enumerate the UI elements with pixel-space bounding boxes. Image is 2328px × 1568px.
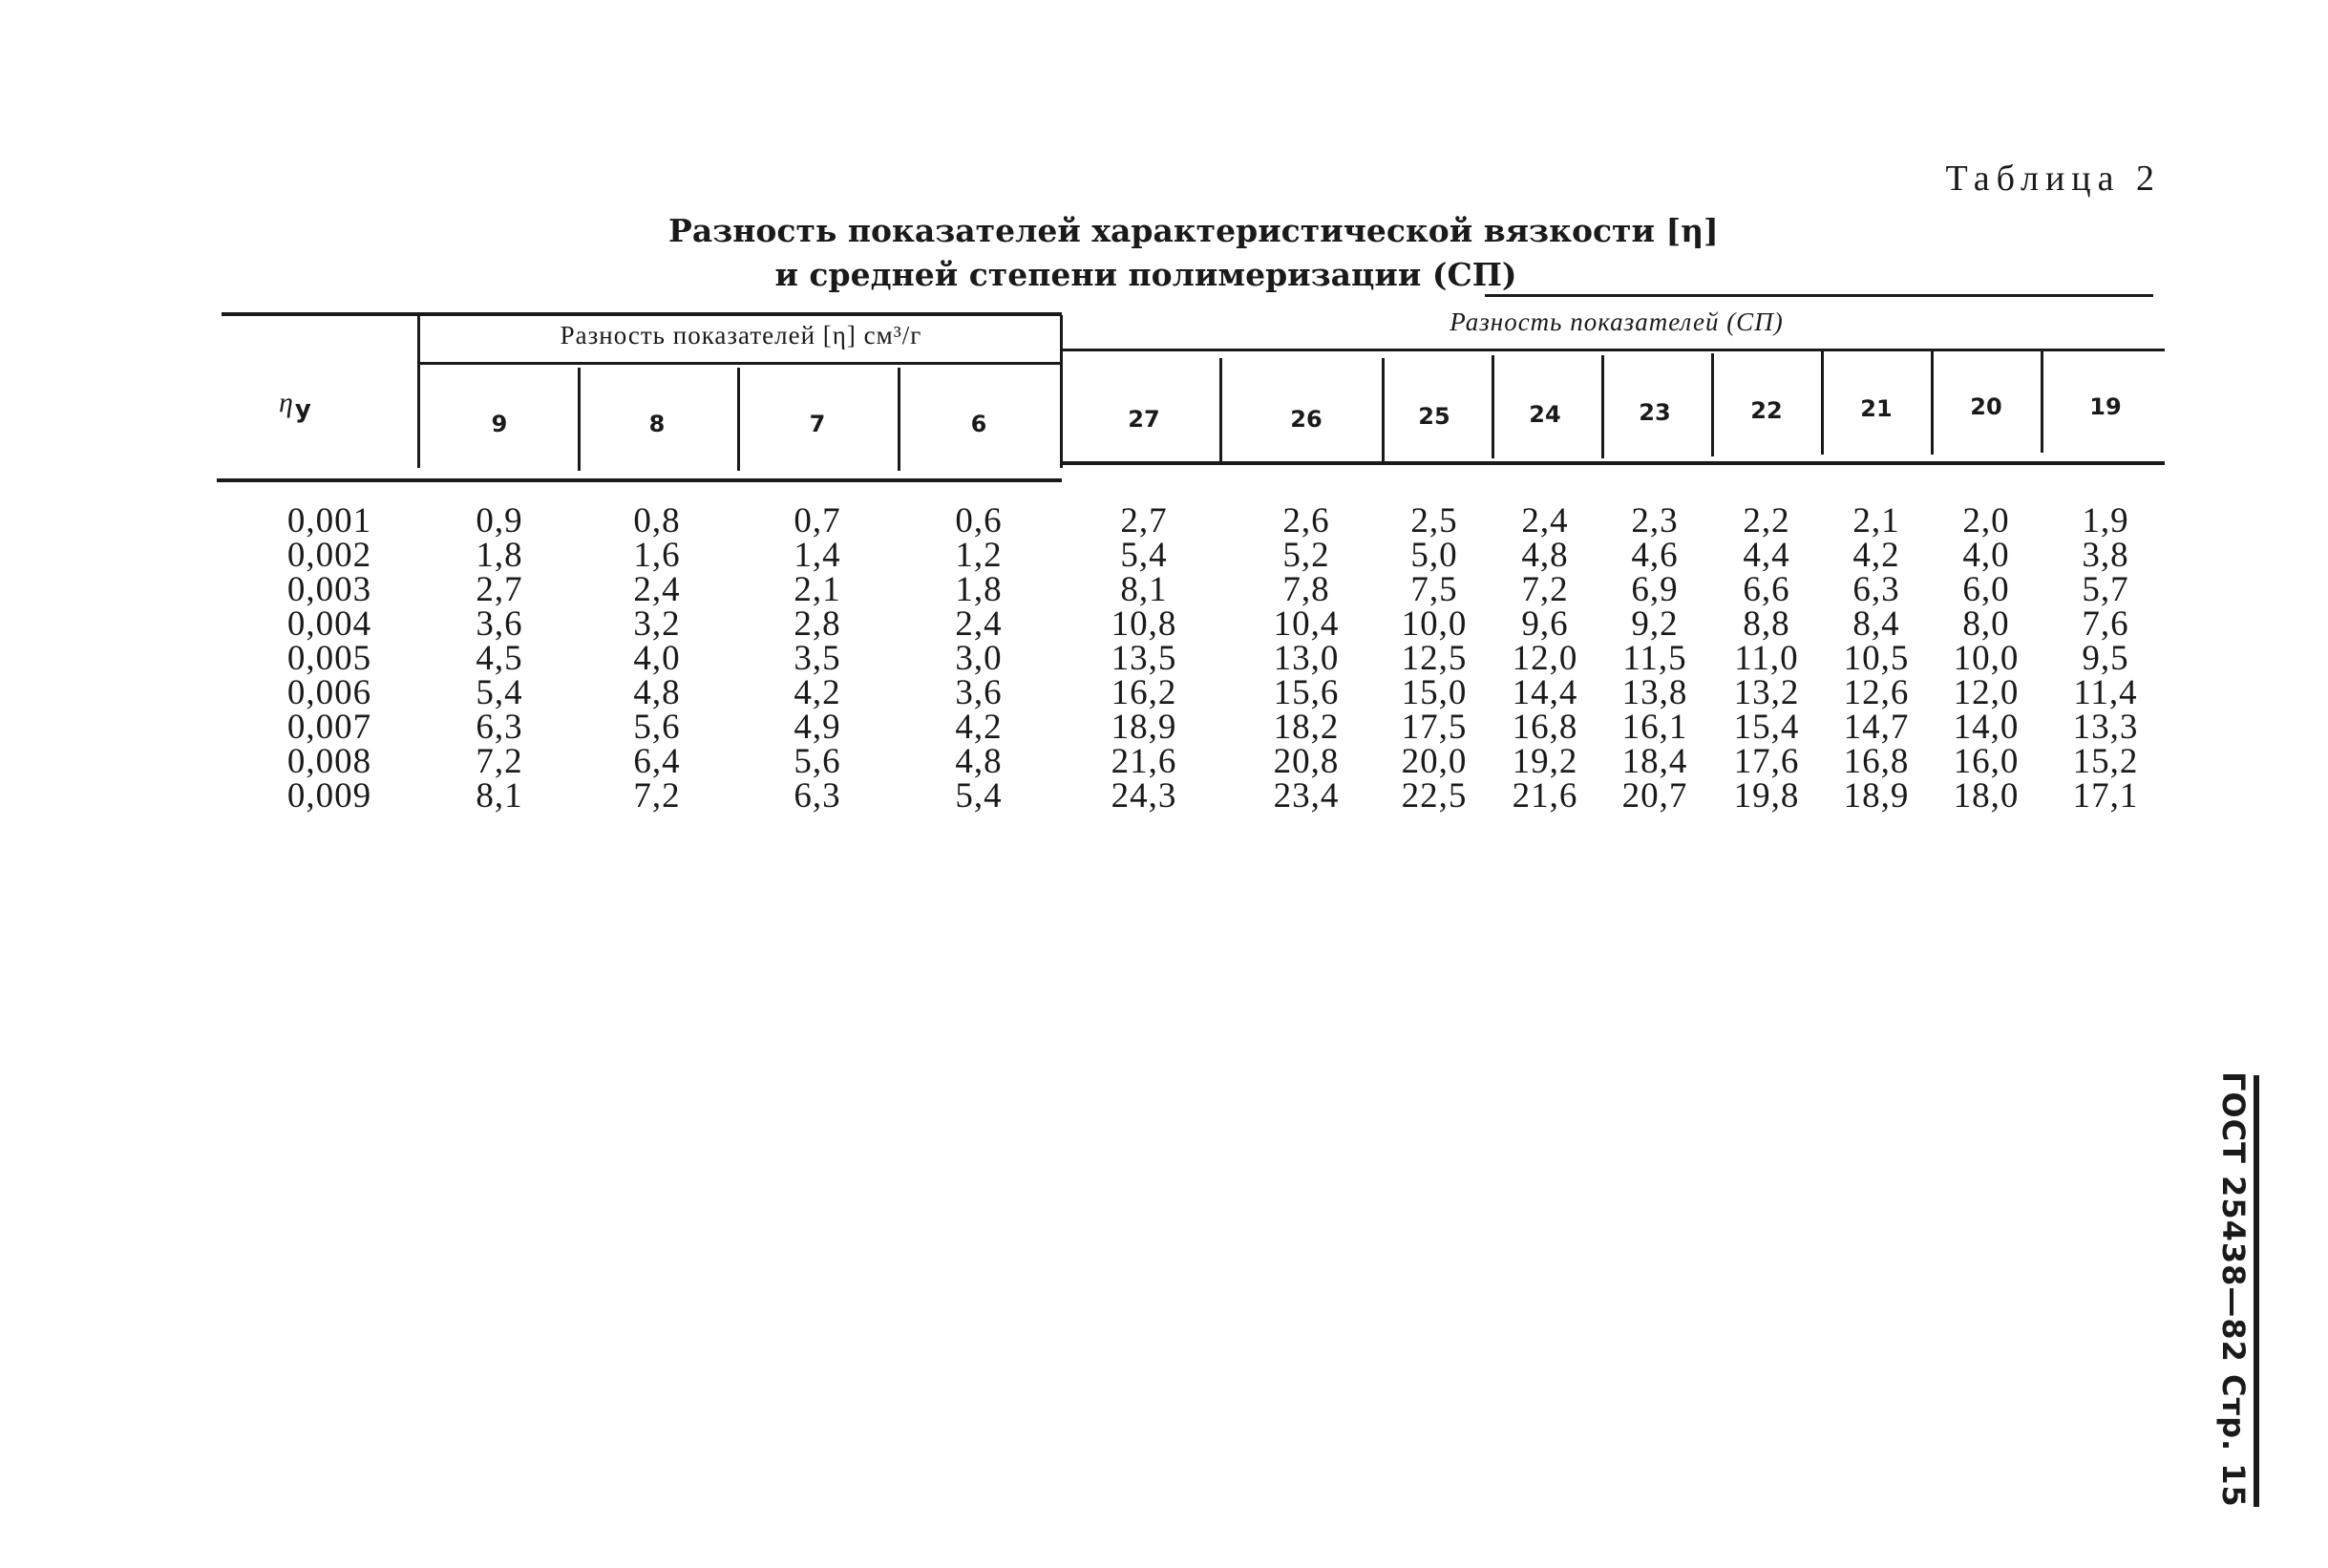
header-bottom-rule-left — [217, 478, 1062, 482]
table-cell: 3,0 — [955, 639, 1003, 678]
data-column — [1934, 501, 2039, 816]
table-cell: 16,8 — [1512, 708, 1578, 747]
row-label: 0,004 — [286, 604, 372, 644]
table-cell: 2,7 — [476, 570, 523, 609]
table-top-rule — [222, 312, 1062, 316]
table-cell: 17,1 — [2072, 776, 2139, 816]
table-cell: 8,4 — [1852, 604, 1900, 644]
row-label: 0,001 — [286, 501, 372, 540]
table-cell: 0,7 — [794, 501, 841, 540]
table-cell: 8,1 — [476, 776, 523, 816]
table-cell: 4,0 — [1962, 536, 2010, 575]
table-cell: 14,0 — [1953, 708, 2020, 747]
table-cell: 4,2 — [955, 708, 1003, 747]
table-cell: 15,0 — [1401, 673, 1468, 712]
table-cell: 18,0 — [1953, 776, 2020, 816]
table-cell: 20,7 — [1621, 776, 1688, 816]
table-cell: 5,4 — [476, 673, 523, 712]
data-column — [1235, 501, 1378, 816]
table-cell: 3,8 — [2082, 536, 2129, 575]
table-cell: 15,4 — [1733, 708, 1800, 747]
table-cell: 3,5 — [794, 639, 841, 678]
col-divider — [1219, 358, 1222, 461]
table-cell: 8,1 — [1120, 570, 1168, 609]
row-label: 0,005 — [286, 639, 372, 678]
table-cell: 13,5 — [1111, 639, 1177, 678]
row-label: 0,008 — [286, 742, 372, 781]
table-cell: 2,0 — [1962, 501, 2010, 540]
table-cell: 6,3 — [1852, 570, 1900, 609]
table-cell: 13,2 — [1733, 673, 1800, 712]
table-cell: 5,4 — [1120, 536, 1168, 575]
data-column — [1492, 501, 1598, 816]
running-head — [2196, 1070, 2259, 1509]
table-cell: 20,0 — [1401, 742, 1468, 781]
table-cell: 12,6 — [1843, 673, 1910, 712]
table-cell: 0,8 — [633, 501, 681, 540]
row-label: 0,003 — [286, 570, 372, 609]
table-cell: 3,6 — [955, 673, 1003, 712]
table-cell: 4,4 — [1743, 536, 1790, 575]
table-cell: 9,2 — [1631, 604, 1679, 644]
column-header: 6 — [970, 411, 987, 437]
table-cell: 1,8 — [476, 536, 523, 575]
table-cell: 20,8 — [1273, 742, 1340, 781]
data-column — [746, 501, 889, 816]
table-cell: 16,1 — [1621, 708, 1688, 747]
row-label: 0,007 — [286, 708, 372, 747]
table-cell: 22,5 — [1401, 776, 1468, 816]
table-cell: 2,6 — [1282, 501, 1330, 540]
table-cell: 13,0 — [1273, 639, 1340, 678]
table-cell: 10,4 — [1273, 604, 1340, 644]
stub-divider — [417, 315, 420, 468]
table-cell: 16,0 — [1953, 742, 2020, 781]
table-number: Таблица 2 — [1945, 159, 2161, 199]
table-cell: 24,3 — [1111, 776, 1177, 816]
table-cell: 6,3 — [476, 708, 523, 747]
row-label-column — [267, 501, 392, 816]
row-label: 0,009 — [286, 776, 372, 816]
table-cell: 17,5 — [1401, 708, 1468, 747]
table-cell: 11,5 — [1622, 639, 1687, 678]
table-cell: 16,2 — [1111, 673, 1177, 712]
table-cell: 4,5 — [476, 639, 523, 678]
column-header: 22 — [1750, 397, 1783, 424]
col-divider — [578, 368, 581, 471]
table-cell: 13,8 — [1621, 673, 1688, 712]
table-cell: 15,6 — [1273, 673, 1340, 712]
table-cell: 10,0 — [1953, 639, 2020, 678]
table-cell: 9,6 — [1521, 604, 1569, 644]
table-cell: 3,2 — [633, 604, 681, 644]
row-header-eta: $\eta_у$ — [279, 387, 311, 424]
table-cell: 0,9 — [476, 501, 523, 540]
table-cell: 6,9 — [1631, 570, 1679, 609]
table-cell: 4,0 — [633, 639, 681, 678]
table-cell: 7,8 — [1282, 570, 1330, 609]
table-cell: 11,4 — [2073, 673, 2138, 712]
column-header: 7 — [809, 411, 826, 437]
table-cell: 18,9 — [1111, 708, 1177, 747]
table-cell: 0,6 — [955, 501, 1003, 540]
table-cell: 1,6 — [633, 536, 681, 575]
column-header: 9 — [491, 411, 508, 437]
table-cell: 4,8 — [955, 742, 1003, 781]
table-cell: 4,9 — [794, 708, 841, 747]
table-cell: 7,2 — [1521, 570, 1569, 609]
column-header: 23 — [1639, 399, 1671, 426]
column-header: 24 — [1529, 401, 1561, 428]
table-cell: 18,4 — [1621, 742, 1688, 781]
table-cell: 2,3 — [1631, 501, 1679, 540]
table-cell: 17,6 — [1733, 742, 1800, 781]
group-sp-rule — [1062, 349, 2165, 351]
table-cell: 15,2 — [2072, 742, 2139, 781]
table-title-line2: и средней степени полимеризации (СП) — [774, 256, 1517, 293]
data-column — [1824, 501, 1929, 816]
table-cell: 2,4 — [955, 604, 1003, 644]
table-cell: 2,5 — [1410, 501, 1458, 540]
table-cell: 4,2 — [794, 673, 841, 712]
col-divider — [737, 368, 740, 471]
table-cell: 1,8 — [955, 570, 1003, 609]
table-cell: 4,8 — [1521, 536, 1569, 575]
table-cell: 2,2 — [1743, 501, 1790, 540]
table-cell: 2,8 — [794, 604, 841, 644]
table-cell: 12,5 — [1401, 639, 1468, 678]
data-column — [1714, 501, 1819, 816]
group-header-sp: Разность показателей (СП) — [1450, 307, 1784, 336]
column-header: 27 — [1128, 406, 1160, 433]
table-cell: 21,6 — [1111, 742, 1177, 781]
col-divider — [2041, 350, 2043, 453]
table-cell: 5,2 — [1282, 536, 1330, 575]
table-cell: 21,6 — [1512, 776, 1578, 816]
table-cell: 2,1 — [794, 570, 841, 609]
column-header: 25 — [1418, 403, 1450, 430]
table-cell: 5,0 — [1410, 536, 1458, 575]
table-cell: 9,5 — [2082, 639, 2129, 678]
column-header: 8 — [648, 411, 666, 437]
data-column — [1072, 501, 1216, 816]
table-cell: 10,0 — [1401, 604, 1468, 644]
data-column — [2053, 501, 2158, 816]
table-cell: 8,8 — [1743, 604, 1790, 644]
header-bottom-rule-right — [1062, 461, 2165, 465]
col-divider — [898, 368, 900, 471]
table-cell: 4,2 — [1852, 536, 1900, 575]
data-column — [1602, 501, 1707, 816]
group-divider — [1060, 315, 1063, 468]
table-cell: 3,6 — [476, 604, 523, 644]
table-cell: 19,8 — [1733, 776, 1800, 816]
table-cell: 23,4 — [1273, 776, 1340, 816]
table-cell: 5,6 — [794, 742, 841, 781]
table-cell: 2,1 — [1852, 501, 1900, 540]
table-cell: 6,3 — [794, 776, 841, 816]
data-column — [907, 501, 1050, 816]
table-cell: 7,2 — [633, 776, 681, 816]
table-title-line1: Разность показателей характеристической вязкости [η] — [668, 212, 1719, 249]
table-cell: 18,9 — [1843, 776, 1910, 816]
table-cell: 7,2 — [476, 742, 523, 781]
table-cell: 19,2 — [1512, 742, 1578, 781]
table-cell: 8,0 — [1962, 604, 2010, 644]
row-label: 0,006 — [286, 673, 372, 712]
table-cell: 10,5 — [1843, 639, 1910, 678]
data-column — [1382, 501, 1487, 816]
table-cell: 4,8 — [633, 673, 681, 712]
table-cell: 7,6 — [2082, 604, 2129, 644]
table-cell: 5,7 — [2082, 570, 2129, 609]
table-cell: 1,9 — [2082, 501, 2129, 540]
table-cell: 2,7 — [1120, 501, 1168, 540]
table-cell: 6,4 — [633, 742, 681, 781]
group-eta-rule — [420, 362, 1062, 365]
table-cell: 1,2 — [955, 536, 1003, 575]
table-cell: 14,7 — [1843, 708, 1910, 747]
column-header: 26 — [1290, 406, 1323, 433]
table-cell: 16,8 — [1843, 742, 1910, 781]
table-cell: 7,5 — [1410, 570, 1458, 609]
data-column — [428, 501, 571, 816]
title-underline — [1485, 294, 2153, 297]
data-column — [585, 501, 729, 816]
column-header: 19 — [2089, 393, 2122, 420]
table-cell: 14,4 — [1512, 673, 1578, 712]
group-header-eta: Разность показателей [η] см³/г — [560, 321, 922, 350]
running-head-rule — [2254, 1075, 2259, 1507]
row-label: 0,002 — [286, 536, 372, 575]
table-cell: 12,0 — [1512, 639, 1578, 678]
table-cell: 18,2 — [1273, 708, 1340, 747]
table-cell: 2,4 — [633, 570, 681, 609]
table-cell: 2,4 — [1521, 501, 1569, 540]
table-cell: 5,4 — [955, 776, 1003, 816]
table-cell: 6,0 — [1962, 570, 2010, 609]
table-cell: 11,0 — [1734, 639, 1799, 678]
table-cell: 13,3 — [2072, 708, 2139, 747]
running-head-text: ГОСТ 25438—82 Стр. 15 — [2215, 1071, 2252, 1508]
table-cell: 6,6 — [1743, 570, 1790, 609]
table-cell: 5,6 — [633, 708, 681, 747]
table-cell: 4,6 — [1631, 536, 1679, 575]
table-cell: 12,0 — [1953, 673, 2020, 712]
column-header: 20 — [1970, 393, 2002, 420]
table-cell: 1,4 — [794, 536, 841, 575]
table-cell: 10,8 — [1111, 604, 1177, 644]
column-header: 21 — [1860, 395, 1893, 422]
